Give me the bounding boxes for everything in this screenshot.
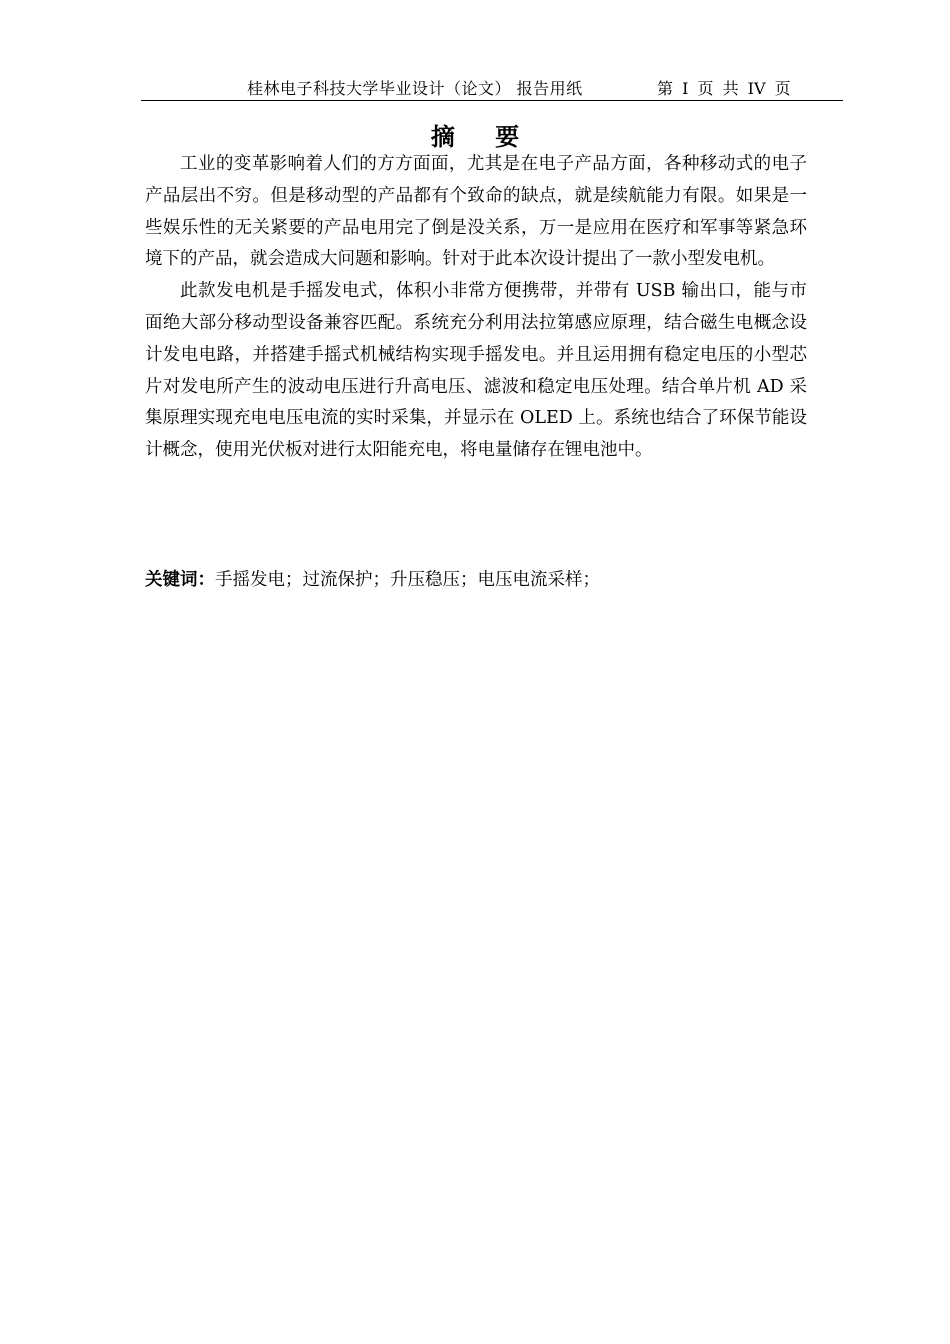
- page-header: [141, 74, 843, 101]
- keywords-label: 关键词：: [145, 570, 215, 590]
- header-title: 桂林电子科技大学毕业设计（论文） 报告用纸: [247, 79, 583, 98]
- keywords-line: [145, 566, 807, 594]
- keywords-text: 手摇发电；过流保护；升压稳压；电压电流采样；: [215, 570, 600, 590]
- abstract-paragraph-1: 工业的变革影响着人们的方方面面，尤其是在电子产品方面，各种移动式的电子产品层出不穷。但是移动型的产品都有个致命的缺点，就是续航能力有限。如果是一些娱乐性的无关紧要的产品电用完了倒是没关系，万一是应用在医疗和军事等紧急环境下的产品，就会造成大问题和影响。针对于此本次设计提出了一款小型发电机。: [145, 154, 807, 270]
- abstract-paragraph-2: 此款发电机是手摇发电式，体积小非常方便携带，并带有 USB 输出口，能与市面绝大部分移动型设备兼容匹配。系统充分利用法拉第感应原理，结合磁生电概念设计发电电路，并搭建手摇式机械结构实现手摇发电。并且运用拥有稳定电压的小型芯片对发电所产生的波动电压进行升高电压、滤波和稳定电压处理。结合单片机 AD 采集原理实现充电电压电流的实时采集，并显示在 OLED 上。系统也结合了环保节能设计概念，使用光伏板对进行太阳能充电，将电量储存在锂电池中。: [145, 281, 807, 461]
- abstract-title: 摘 要: [430, 123, 536, 151]
- abstract-body: [145, 149, 807, 467]
- header-page-number: 第 I 页 共 IV 页: [657, 79, 791, 98]
